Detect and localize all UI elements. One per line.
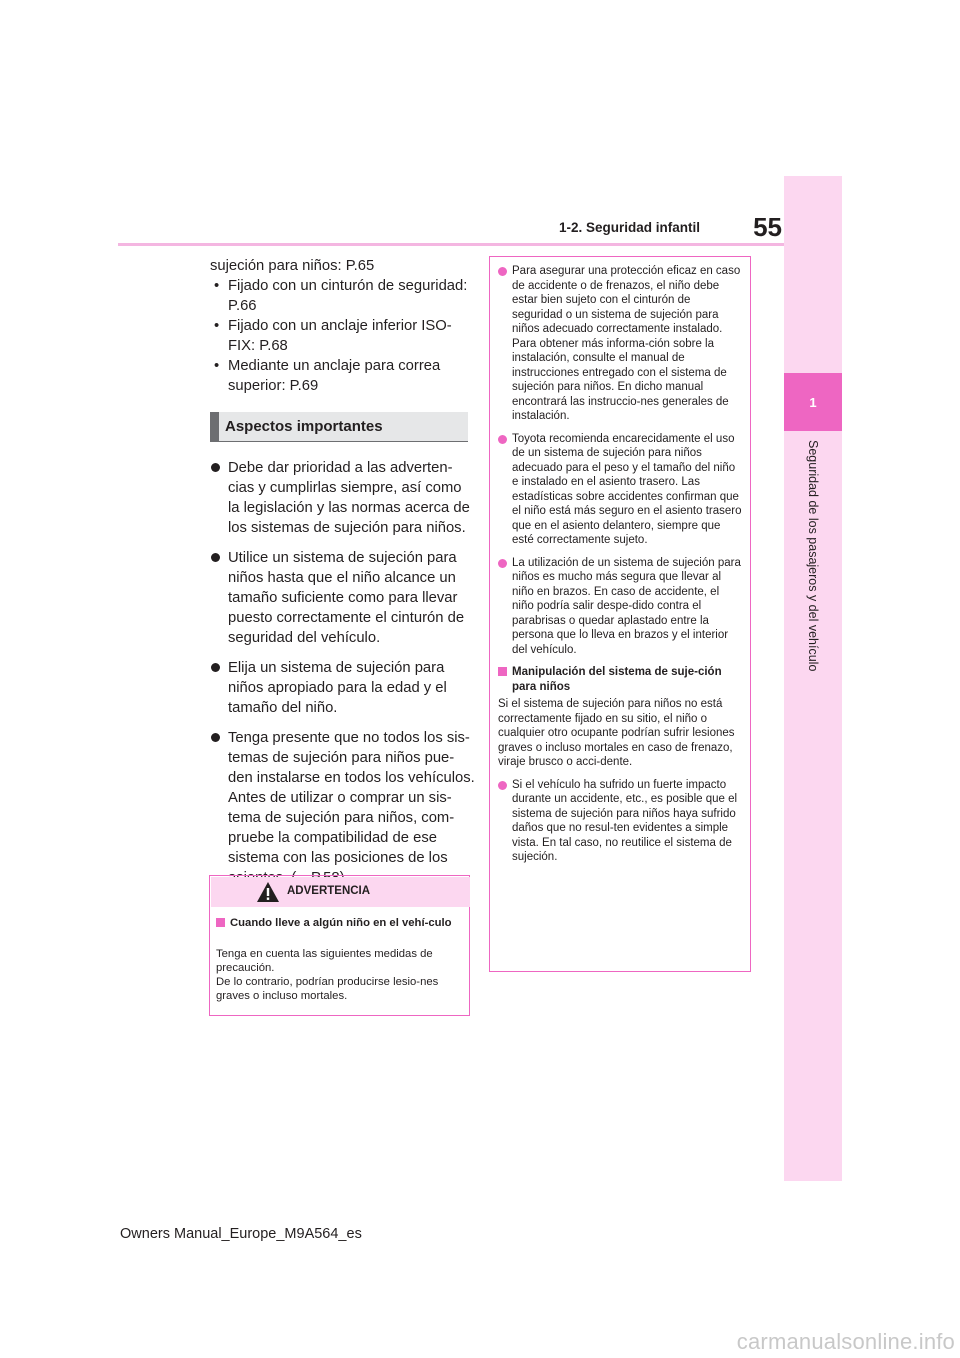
warning-triangle-icon [256, 881, 280, 903]
warning-item-text: La utilización de un sistema de sujeción para niños es mucho más segura que llevar al niño en brazos. En caso de accidente, el niño podría salir despe-dido contra el parabrisas o quedar aplastado entre la persona que lo lleva en brazos y el interior del vehículo. [512, 556, 741, 656]
warning-header [211, 877, 470, 907]
warning-item [498, 264, 742, 424]
pink-dot-icon [498, 559, 507, 568]
page-number: 55 [753, 212, 782, 242]
warning-continuation-box [489, 256, 751, 972]
bullet-dot-icon [211, 663, 220, 672]
warning-paragraph: Si el sistema de sujeción para niños no está correctamente fijado en su sitio, el niño o cualquier otro ocupante podrían sufrir lesiones graves o incluso mortales en caso de frenazo, viraje brusco o acci-dente. [498, 698, 735, 768]
intro-text [210, 256, 472, 396]
bullet-continuation: Antes de utilizar o comprar un sis-tema de sujeción para niños, com-pruebe la compatibilidad de ese sistema con las posiciones de los [228, 790, 455, 866]
bullet-text: Elija un sistema de sujeción para niños apropiado para la edad y el tamaño del niño. [228, 660, 447, 716]
intro-dash-item: • Mediante un anclaje para correa superior: P.69 [210, 356, 472, 396]
warning-text-line: De lo contrario, podrían producirse lesio-nes graves o incluso mortales. [216, 976, 439, 1002]
bullet-item [210, 658, 475, 718]
bullet-dot-icon [211, 553, 220, 562]
warning-item-text: Si el vehículo ha sufrido un fuerte impacto durante un accidente, etc., es posible que el sistema de sujeción para niños haya sufrido daños que no resul-ten evidentes a simple vista. En tal caso, no reutilice el sistema de sujeción. [512, 778, 738, 863]
watermark: carmanualsonline.info [736, 1329, 955, 1354]
warning-text [216, 947, 466, 1003]
warning-item-text: Para asegurar una protección eficaz en caso de accidente o de frenazos, el niño debe estar bien sujeto con el cinturón de seguridad o un sistema de sujeción para niños adecuado correctamente instalado. Para obtener más informa-ción sobre la instalación, consulte el manual de instrucciones entregado con el sistema de sujeción para niños. En dicho manual encontrará las instruccio-nes generales de instalación. [512, 265, 741, 422]
warning-subheading [498, 665, 742, 694]
bullet-dot-icon [211, 463, 220, 472]
pink-dot-icon [498, 267, 507, 276]
warning-item-text: Toyota recomienda encarecidamente el uso de un sistema de sujeción para niños adecuado para el peso y el tamaño del niño e instalado en el asiento trasero. Las estadísticas sobre accidentes confirman que el niño está más seguro en el asiento trasero que en el asiento delantero, siempre que esté correctamente sujeto. [512, 432, 742, 546]
bullet-text: Tenga presente que no todos los sis-temas de sujeción para niños pue-den instalarse en todos los vehículos. [228, 730, 475, 786]
bullet-item [210, 458, 475, 538]
side-tab-label: Seguridad de los pasajeros y del vehículo [806, 440, 820, 672]
warning-subheading-text: Cuando lleve a algún niño en el vehí-culo [230, 917, 452, 929]
footer-text: Owners Manual_Europe_M9A564_es [120, 1226, 362, 1242]
section-heading [210, 412, 468, 442]
warning-text-line: Tenga en cuenta las siguientes medidas de precaución. [216, 948, 433, 974]
warning-box [209, 875, 470, 1016]
warning-subheading [216, 916, 466, 930]
section-heading-label: Aspectos importantes [225, 418, 383, 435]
bullet-text: Utilice un sistema de sujeción para niños hasta que el niño alcance un tamaño suficiente como para llevar puesto correctamente el cinturón de seguridad del vehículo. [228, 550, 465, 646]
pink-dot-icon [498, 435, 507, 444]
side-tab-number: 1 [784, 373, 842, 431]
bullet-item [210, 728, 475, 888]
intro-dash-item: • Fijado con un cinturón de seguridad: P.66 [210, 276, 472, 316]
bullet-list [210, 458, 475, 888]
warning-item [498, 556, 742, 658]
square-bullet-icon [216, 918, 225, 927]
bullet-dot-icon [211, 733, 220, 742]
warning-item [498, 432, 742, 548]
pink-dot-icon [498, 781, 507, 790]
intro-dash-item: • Fijado con un anclaje inferior ISO-FIX: P.68 [210, 316, 472, 356]
warning-subheading-text: Manipulación del sistema de suje-ción para niños [512, 666, 722, 693]
bullet-text: Debe dar prioridad a las adverten-cias y cumplirlas siempre, así como la legislación y las normas acerca de los sistemas de sujeción para niños. [228, 460, 470, 536]
warning-item [498, 778, 742, 865]
square-bullet-icon [498, 667, 507, 676]
intro-line: sujeción para niños: P.65 [210, 258, 375, 274]
warning-title: ADVERTENCIA [287, 885, 371, 897]
section-title: 1-2. Seguridad infantil [558, 220, 700, 235]
bullet-item [210, 548, 475, 648]
header-rule [118, 243, 784, 246]
